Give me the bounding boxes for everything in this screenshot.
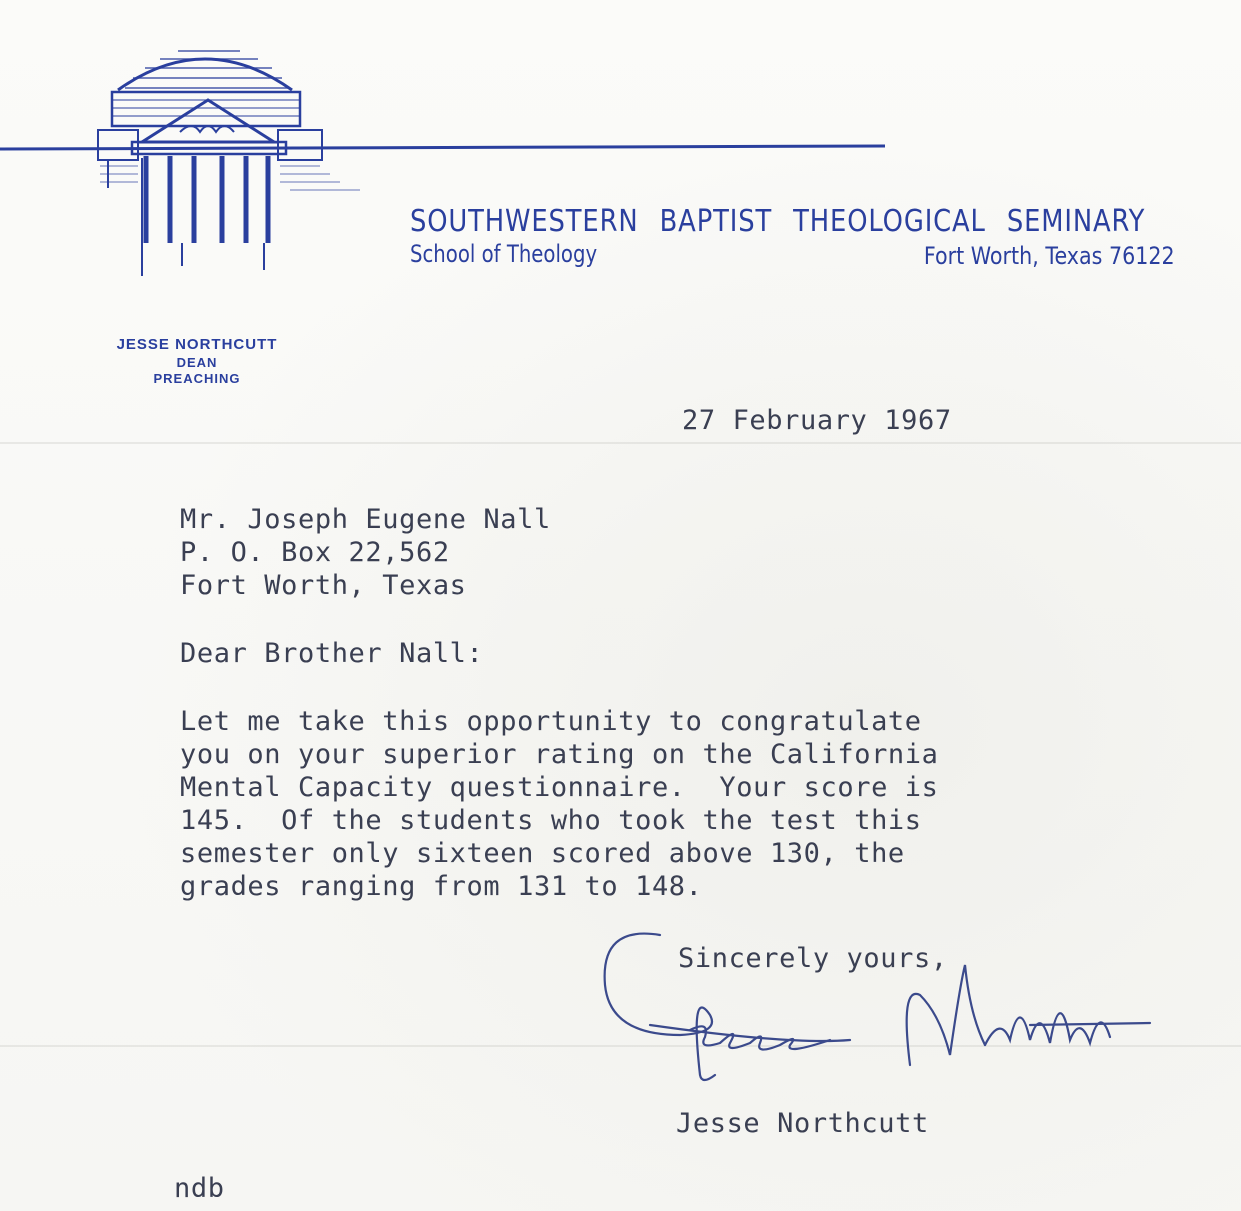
dean-title: DEAN	[176, 355, 218, 370]
body-line: semester only sixteen scored above 130, the	[180, 838, 905, 869]
paper-fold-line	[0, 442, 1241, 444]
recipient-address-line: P. O. Box 22,562	[180, 537, 450, 568]
body-line: you on your superior rating on the California	[180, 739, 939, 770]
closing: Sincerely yours,	[678, 943, 948, 974]
dean-department: PREACHING	[153, 371, 241, 386]
recipient-address-line: Fort Worth, Texas	[180, 570, 467, 601]
letter-date: 27 February 1967	[682, 405, 952, 436]
body-line: Mental Capacity questionnaire. Your score is	[180, 772, 939, 803]
handwritten-signature	[590, 925, 1160, 1085]
dean-name: JESSE NORTHCUTT	[116, 336, 278, 353]
recipient-address	[180, 503, 551, 602]
school-name: School of Theology	[410, 240, 598, 268]
signer-name: Jesse Northcutt	[676, 1108, 929, 1139]
institution-address: Fort Worth, Texas 76122	[924, 242, 1175, 270]
institution-name: SOUTHWESTERN BAPTIST THEOLOGICAL SEMINARY	[410, 204, 1146, 239]
body-line: grades ranging from 131 to 148.	[180, 871, 703, 902]
recipient-name: Mr. Joseph Eugene Nall	[180, 504, 551, 535]
dean-block	[96, 336, 298, 386]
typist-initials: ndb	[174, 1173, 225, 1204]
body-line: 145. Of the students who took the test this	[180, 805, 922, 836]
salutation: Dear Brother Nall:	[180, 638, 484, 669]
letter-body	[180, 705, 939, 903]
body-line: Let me take this opportunity to congratulate	[180, 706, 922, 737]
